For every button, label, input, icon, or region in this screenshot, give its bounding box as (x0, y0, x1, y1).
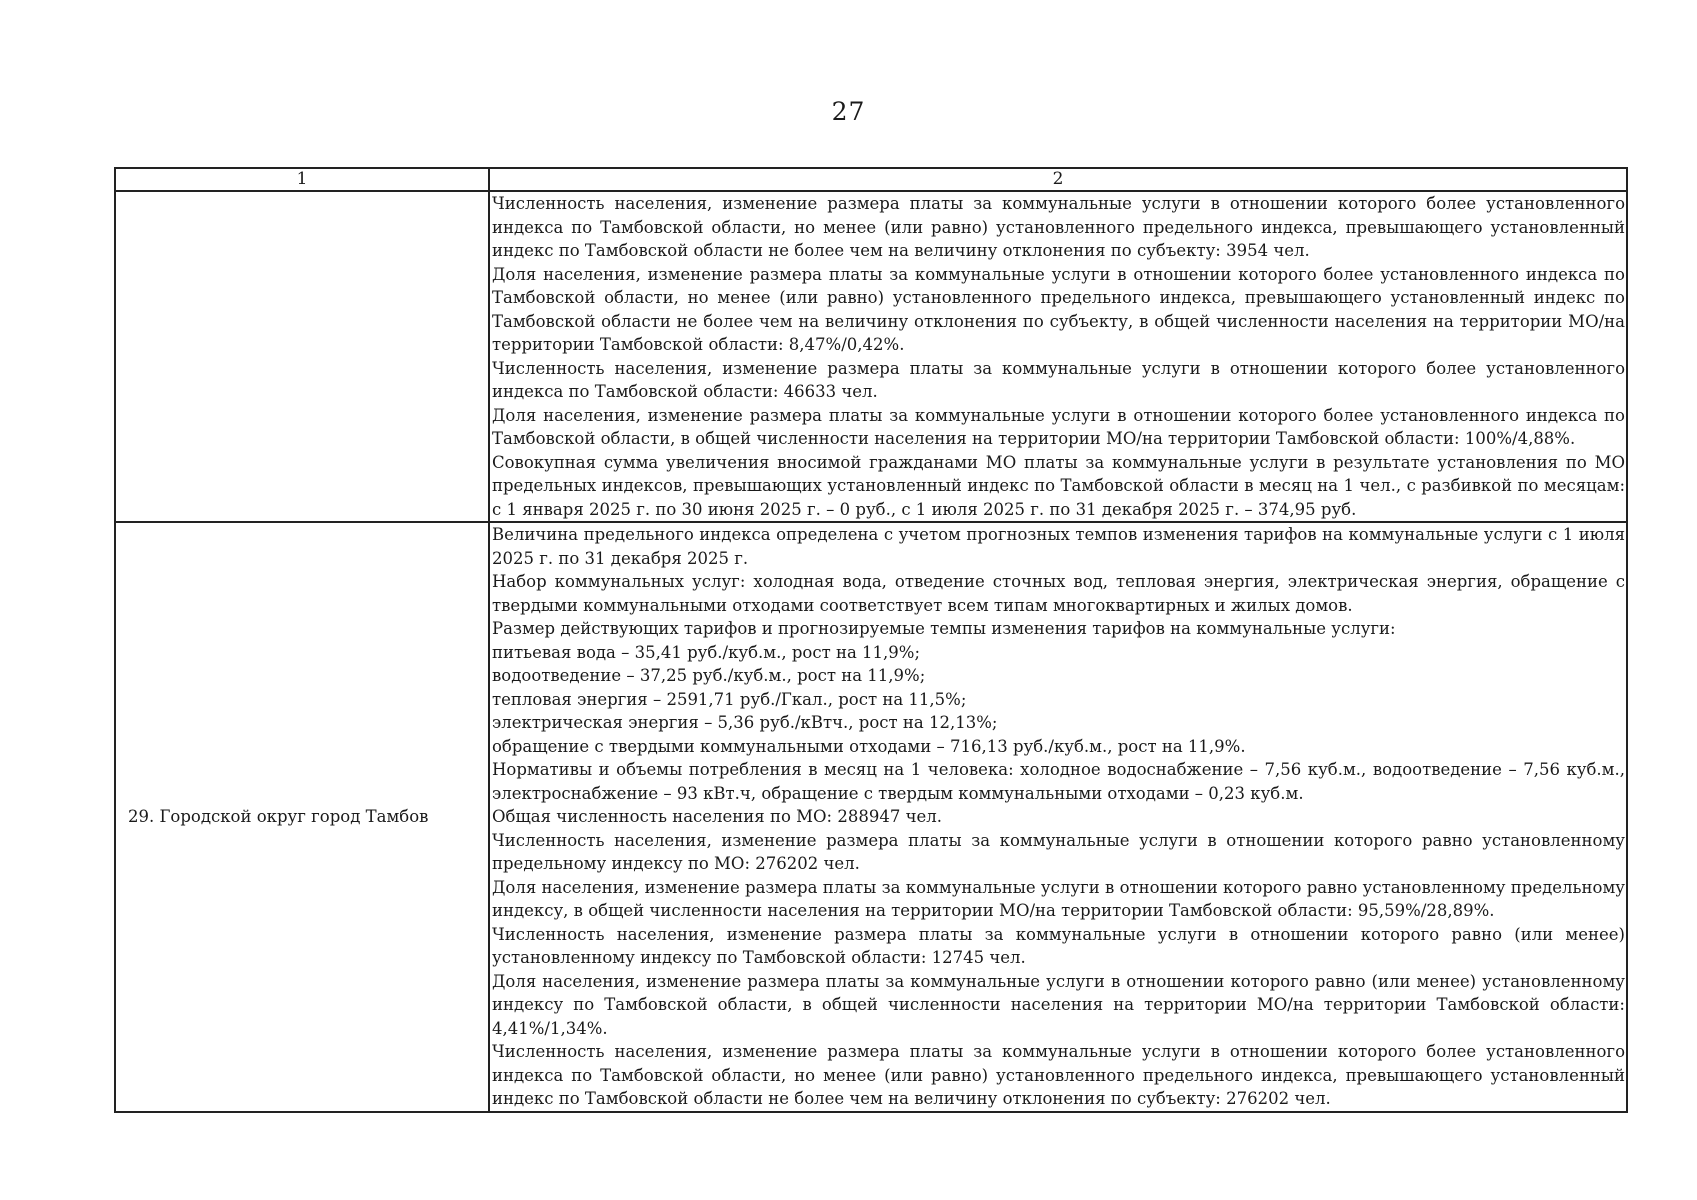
document-table (114, 167, 1628, 1113)
paragraph: Численность населения, изменение размера платы за коммунальные услуги в отношении которого более установленного индекса по Тамбовской области: 46633 чел. (492, 358, 1625, 401)
paragraph: Общая численность населения по МО: 288947 чел. (492, 807, 942, 826)
paragraph: электрическая энергия – 5,36 руб./кВтч., рост на 12,13%; (492, 713, 998, 732)
paragraph: Нормативы и объемы потребления в месяц на 1 человека: холодное водоснабжение – 7,56 куб.м., водоотведение – 7,56 куб.м., электроснабжение – 93 кВт.ч, обращение с твердым коммунальными отходами – 0,23 куб.м. (492, 760, 1625, 803)
region-cell: 29. Городской округ город Тамбов (115, 522, 489, 1112)
paragraph: Численность населения, изменение размера платы за коммунальные услуги в отношении которого более установленного индекса по Тамбовской области, но менее (или равно) установленного предельного индекса, превышающего установленный индекс по Тамбовской области не более чем на величину отклонения по субъекту: 276202 чел. (492, 1042, 1625, 1108)
paragraph: Численность населения, изменение размера платы за коммунальные услуги в отношении которого более установленного индекса по Тамбовской области, но менее (или равно) установленного предельного индекса, превышающего установленный индекс по Тамбовской области не более чем на величину отклонения по субъекту: 3954 чел. (492, 194, 1625, 260)
page-number: 27 (831, 97, 866, 126)
paragraph: Доля населения, изменение размера платы за коммунальные услуги в отношении которого равно (или менее) установленному индексу по Тамбовской области, в общей численности населения на территории МО/на территории Тамбовской области: 4,41%/1,34%. (492, 971, 1625, 1038)
paragraph: обращение с твердыми коммунальными отходами – 716,13 руб./куб.м., рост на 11,9%. (492, 736, 1246, 756)
paragraph: Величина предельного индекса определена с учетом прогнозных темпов изменения тарифов на коммунальные услуги с 1 июля 2025 г. по 31 декабря 2025 г. (492, 525, 1625, 568)
paragraph: водоотведение – 37,25 руб./куб.м., рост на 11,9%; (492, 666, 926, 685)
table-row (115, 522, 1627, 1112)
paragraph: питьевая вода – 35,41 руб./куб.м., рост на 11,9%; (492, 642, 921, 662)
table-header-row (115, 168, 1627, 191)
paragraph: Доля населения, изменение размера платы за коммунальные услуги в отношении которого более установленного индекса по Тамбовской области, в общей численности населения на территории МО/на территории Тамбовской области: 100%/4,88%. (492, 405, 1625, 448)
paragraph: Совокупная сумма увеличения вносимой гражданами МО платы за коммунальные услуги в результате установления по МО предельных индексов, превышающих установленный индекс по Тамбовской области в месяц на 1 чел., с разбивкой по месяцам: с 1 января 2025 г. по 30 июня 2025 г. – 0 руб., с 1 июля 2025 г. по 31 декабря 2025 г. – 374,95 руб. (492, 452, 1625, 519)
column-header-2: 2 (489, 168, 1627, 191)
paragraph: Доля населения, изменение размера платы за коммунальные услуги в отношении которого более установленного индекса по Тамбовской области, но менее (или равно) установленного предельного индекса, превышающего установленный индекс по Тамбовской области не более чем на величину отклонения по субъекту, в общей численности населения на территории МО/на территории Тамбовской области: 8,47%/0,42%. (492, 264, 1625, 354)
description-cell (489, 191, 1627, 522)
paragraph: Размер действующих тарифов и прогнозируемые темпы изменения тарифов на коммунальные услуги: (492, 619, 1396, 638)
paragraph: Доля населения, изменение размера платы за коммунальные услуги в отношении которого равно установленному предельному индексу, в общей численности населения на территории МО/на территории Тамбовской области: 95,59%/28,89%. (492, 877, 1625, 920)
description-cell (489, 522, 1627, 1112)
paragraph: Численность населения, изменение размера платы за коммунальные услуги в отношении которого равно установленному предельному индексу по МО: 276202 чел. (492, 830, 1625, 873)
region-cell (115, 191, 489, 522)
paragraph: Набор коммунальных услуг: холодная вода, отведение сточных вод, тепловая энергия, электрическая энергия, обращение с твердыми коммунальными отходами соответствует всем типам многоквартирных и жилых домов. (492, 572, 1625, 615)
paragraph: тепловая энергия – 2591,71 руб./Гкал., рост на 11,5%; (492, 689, 967, 709)
column-header-1: 1 (115, 168, 489, 191)
table-row (115, 191, 1627, 522)
paragraph: Численность населения, изменение размера платы за коммунальные услуги в отношении которого равно (или менее) установленному индексу по Тамбовской области: 12745 чел. (492, 924, 1625, 967)
